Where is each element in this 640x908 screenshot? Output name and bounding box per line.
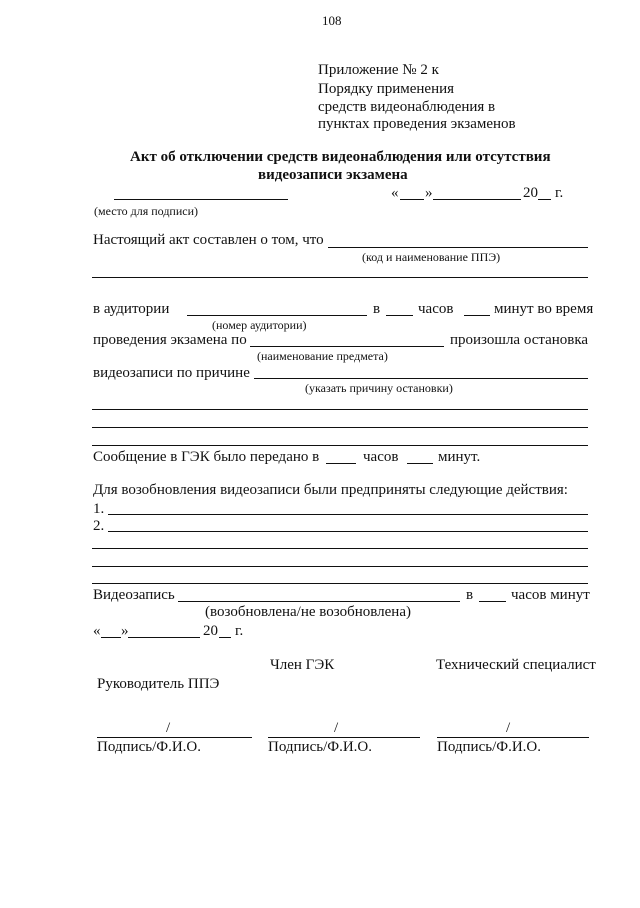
signer-head-title: Руководитель ППЭ xyxy=(97,676,220,692)
ppe-field-continued[interactable] xyxy=(92,277,588,278)
reason-field[interactable] xyxy=(254,378,588,379)
reason-hint: (указать причину остановки) xyxy=(305,381,453,395)
signature-label-head: Подпись/Ф.И.О. xyxy=(97,739,202,755)
document-title-line2: видеозаписи экзамена xyxy=(258,167,408,183)
hours-field[interactable] xyxy=(386,315,413,316)
date-year-field[interactable] xyxy=(538,199,551,200)
video-tail: часов минут xyxy=(511,587,590,603)
message-minutes-field[interactable] xyxy=(407,463,433,464)
message-hours-label: часов xyxy=(363,449,399,465)
place-field[interactable] xyxy=(114,199,288,200)
reason-field-continued[interactable] xyxy=(92,409,588,410)
video-hint: (возобновлена/не возобновлена) xyxy=(205,604,411,620)
action-field-continued[interactable] xyxy=(92,583,588,584)
auditorium-label: в аудитории xyxy=(93,301,170,317)
video-hours-field[interactable] xyxy=(479,601,506,602)
date-day-field[interactable] xyxy=(400,199,424,200)
auditorium-in: в xyxy=(373,301,381,317)
actions-label: Для возобновления видеозаписи были предприняты следующие действия: xyxy=(93,482,568,498)
date-year-suffix: г. xyxy=(555,185,564,201)
video-label: Видеозапись xyxy=(93,587,175,603)
action-field[interactable] xyxy=(108,514,588,515)
date2-month-field[interactable] xyxy=(128,637,200,638)
date2-day-field[interactable] xyxy=(101,637,121,638)
appendix-line: пунктах проведения экзаменов xyxy=(318,116,516,132)
appendix-line: средств видеонаблюдения в xyxy=(318,99,496,115)
subject-field[interactable] xyxy=(250,346,444,347)
action-field[interactable] xyxy=(108,531,588,532)
action-field-continued[interactable] xyxy=(92,548,588,549)
auditorium-field[interactable] xyxy=(187,315,367,316)
minutes-field[interactable] xyxy=(464,315,490,316)
signer-gek-title: Член ГЭК xyxy=(270,657,335,673)
date-month-field[interactable] xyxy=(433,199,521,200)
page-number: 108 xyxy=(322,13,342,28)
video-in: в xyxy=(466,587,474,603)
exam-tail: произошла остановка xyxy=(450,332,589,348)
signature-label-gek: Подпись/Ф.И.О. xyxy=(268,739,373,755)
action-number: 2. xyxy=(93,518,105,534)
signer-tech-title: Технический специалист xyxy=(436,657,596,673)
place-hint: (место для подписи) xyxy=(94,204,199,218)
date-close-quote: » xyxy=(425,185,433,201)
action-field-continued[interactable] xyxy=(92,566,588,567)
signature-label-tech: Подпись/Ф.И.О. xyxy=(437,739,542,755)
reason-label: видеозаписи по причине xyxy=(93,365,250,381)
date2-year-prefix: 20 xyxy=(203,623,218,639)
ppe-hint: (код и наименование ППЭ) xyxy=(362,250,501,264)
message-minutes-label: минут. xyxy=(438,449,481,465)
date-year-prefix: 20 xyxy=(523,185,538,201)
date-open-quote: « xyxy=(391,185,399,201)
statement-label: Настоящий акт составлен о том, что xyxy=(93,232,324,248)
date2-year-field[interactable] xyxy=(219,637,231,638)
reason-field-continued[interactable] xyxy=(92,445,588,446)
action-number: 1. xyxy=(93,501,105,517)
appendix-line: Порядку применения xyxy=(318,81,455,97)
appendix-line: Приложение № 2 к xyxy=(318,62,439,78)
subject-hint: (наименование предмета) xyxy=(257,349,388,363)
exam-label: проведения экзамена по xyxy=(93,332,247,348)
auditorium-hint: (номер аудитории) xyxy=(212,318,307,332)
reason-field-continued[interactable] xyxy=(92,427,588,428)
hours-label: часов xyxy=(418,301,454,317)
date2-year-suffix: г. xyxy=(235,623,244,639)
message-label: Сообщение в ГЭК было передано в xyxy=(93,449,320,465)
document-title: Акт об отключении средств видеонаблюдения или отсутствия xyxy=(130,149,551,165)
ppe-field[interactable] xyxy=(328,247,588,248)
minutes-label: минут во время xyxy=(494,301,594,317)
date2-close-quote: » xyxy=(121,623,129,639)
date2-open-quote: « xyxy=(93,623,101,639)
message-hours-field[interactable] xyxy=(326,463,356,464)
video-status-field[interactable] xyxy=(178,601,460,602)
